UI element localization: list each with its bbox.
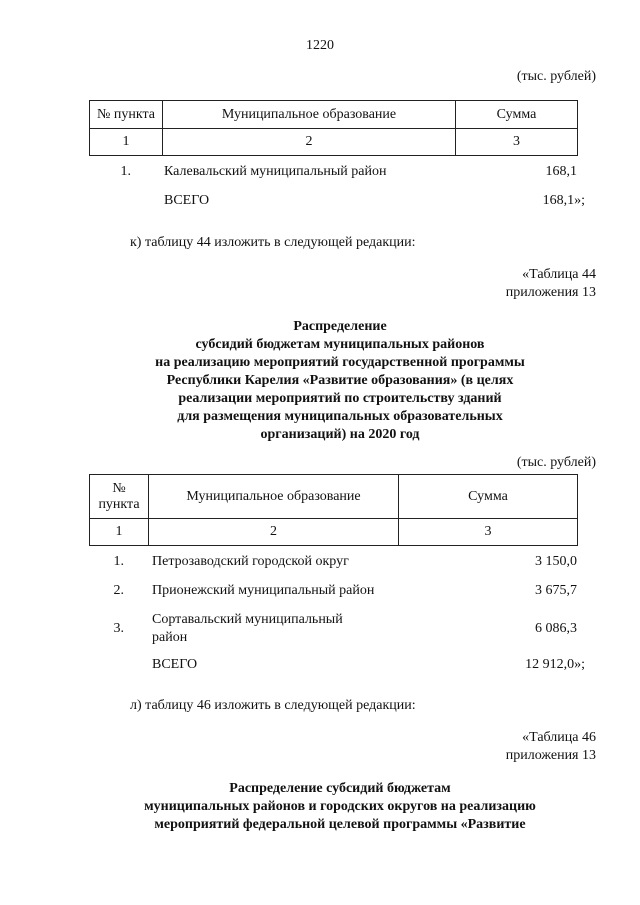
col-index-3: 3 xyxy=(456,129,578,156)
table2-row-sum: 3 150,0 xyxy=(535,554,577,569)
table2-row-number: 2. xyxy=(113,583,124,598)
col-index-2: 2 xyxy=(163,129,456,156)
table2-row-name-line2: район xyxy=(152,630,188,645)
table2-header xyxy=(89,474,578,546)
table1-row-number: 1. xyxy=(120,164,131,179)
table46-title xyxy=(80,780,600,834)
table1-total-label: ВСЕГО xyxy=(164,193,210,208)
col-index-1: 1 xyxy=(90,519,149,546)
table2-row-name: Петрозаводский городской округ xyxy=(152,554,349,569)
title44-line: на реализацию мероприятий государственной программы xyxy=(155,355,525,370)
col-sum-header: Сумма xyxy=(399,475,578,519)
table2-row-name: Прионежский муниципальный район xyxy=(152,583,375,598)
table1-row-sum: 168,1 xyxy=(545,164,577,179)
table44-ref-line2: приложения 13 xyxy=(505,285,596,300)
table2-total-value: 12 912,0»; xyxy=(525,657,585,672)
table46-reference xyxy=(380,729,596,765)
table2-row-number: 1. xyxy=(113,554,124,569)
col-number-header-line1: № xyxy=(112,480,126,496)
table1-header xyxy=(89,100,578,156)
table44-title xyxy=(80,318,600,444)
table44-ref-line1: «Таблица 44 xyxy=(522,267,596,282)
title44-line: для размещения муниципальных образовательных xyxy=(177,409,503,424)
col-index-3: 3 xyxy=(399,519,578,546)
title46-line: Распределение субсидий бюджетам xyxy=(229,781,451,796)
col-number-header xyxy=(90,475,149,519)
table2-row-sum: 6 086,3 xyxy=(535,621,577,636)
table2-row-number: 3. xyxy=(113,621,124,636)
col-number-header-line2: пункта xyxy=(98,496,140,512)
title44-line: субсидий бюджетам муниципальных районов xyxy=(195,337,485,352)
units-label: (тыс. рублей) xyxy=(516,69,596,84)
title46-line: мероприятий федеральной целевой программы «Развитие xyxy=(154,817,526,832)
title44-line: реализации мероприятий по строительству зданий xyxy=(178,391,502,406)
table2-total-label: ВСЕГО xyxy=(152,657,198,672)
title44-line: Республики Карелия «Развитие образования» (в целях xyxy=(166,373,514,388)
col-index-1: 1 xyxy=(90,129,163,156)
paragraph-l: л) таблицу 46 изложить в следующей редакции: xyxy=(130,698,416,713)
title44-line: Распределение xyxy=(293,319,387,334)
col-index-2: 2 xyxy=(149,519,399,546)
table44-reference xyxy=(380,266,596,302)
page-number: 1220 xyxy=(306,38,334,53)
table46-ref-line1: «Таблица 46 xyxy=(522,730,596,745)
table2-row-name-line1: Сортавальский муниципальный xyxy=(152,612,343,627)
table2-row-name xyxy=(152,611,343,647)
col-sum-header: Сумма xyxy=(456,101,578,129)
title44-line: организаций) на 2020 год xyxy=(260,427,420,442)
paragraph-k: к) таблицу 44 изложить в следующей редакции: xyxy=(130,235,416,250)
table2-row-sum: 3 675,7 xyxy=(535,583,577,598)
col-number-header: № пункта xyxy=(90,101,163,129)
units-label-2: (тыс. рублей) xyxy=(516,455,596,470)
table46-ref-line2: приложения 13 xyxy=(505,748,596,763)
col-municipality-header: Муниципальное образование xyxy=(163,101,456,129)
col-municipality-header: Муниципальное образование xyxy=(149,475,399,519)
table1-total-value: 168,1»; xyxy=(542,193,585,208)
table1-row-name: Калевальский муниципальный район xyxy=(164,164,387,179)
title46-line: муниципальных районов и городских округов на реализацию xyxy=(144,799,536,814)
